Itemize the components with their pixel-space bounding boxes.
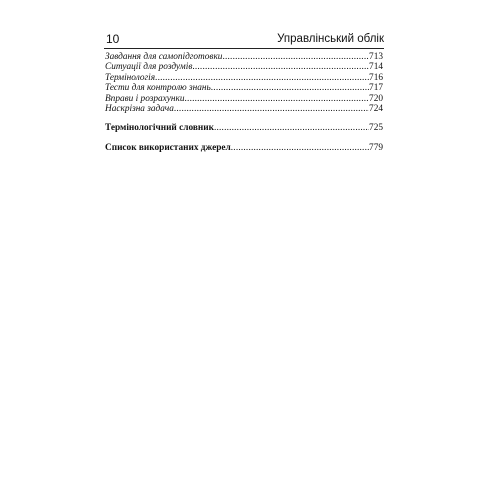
toc-entry-page: 720 [369,93,383,104]
toc-entry-page: 725 [369,123,383,134]
toc-entry [105,83,383,93]
spacer [105,114,383,123]
toc-entry-page: 713 [369,52,383,62]
dot-leader [155,73,369,83]
page-header [104,30,384,48]
dot-leader [185,94,370,104]
table-of-contents [105,52,383,153]
dot-leader [214,123,369,133]
toc-entry-label: Завдання для самопідготовки [105,52,223,62]
dot-leader [174,104,369,114]
toc-entry-references [105,143,383,153]
toc-entry [105,73,383,83]
toc-entry [105,52,383,62]
toc-entry [105,104,383,114]
toc-entry-label: Термінологія [105,72,156,83]
header-rule [104,48,384,49]
toc-entry-label: Вправи і розрахунки [105,93,185,104]
toc-entry [105,62,383,72]
toc-entry-page: 724 [369,103,383,114]
dot-leader [222,52,369,62]
toc-entry-page: 717 [369,83,383,94]
toc-entry-label: Ситуації для роздумів [105,62,193,73]
toc-entry-page: 779 [369,142,383,153]
toc-entry [105,94,383,104]
page-number: 10 [106,32,120,46]
toc-entry-label: Наскрізна задача [105,103,174,114]
dot-leader [231,143,369,153]
dot-leader [211,83,369,93]
toc-entry-label: Тести для контролю знань [105,83,211,94]
dot-leader [192,62,369,72]
toc-entry-label: Список використаних джерел [105,142,231,153]
toc-entry-page: 716 [369,72,383,83]
toc-entry-label: Термінологічний словник [105,123,214,134]
running-title: Управлінський облік [277,33,384,45]
toc-entry-glossary [105,123,383,133]
spacer [105,134,383,143]
toc-entry-page: 714 [369,62,383,73]
